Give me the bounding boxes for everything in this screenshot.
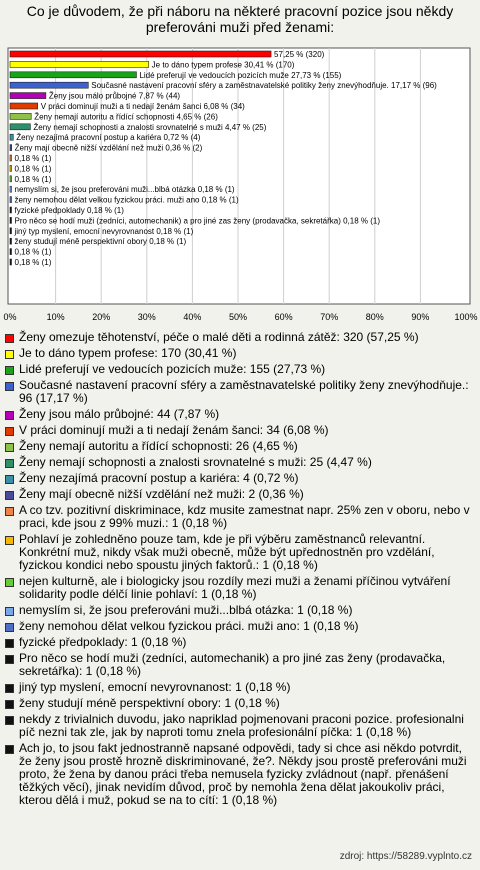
bar-label: 0,18 % (1) xyxy=(14,258,52,267)
legend-label: Lidé preferují ve vedoucích pozicích muže: 155 (27,73 %) xyxy=(19,362,326,376)
bar-label: 0,18 % (1) xyxy=(14,154,52,163)
legend-label: Ženy nezajímá pracovní postup a kariéra: 4 (0,72 %) xyxy=(19,471,299,485)
legend-item xyxy=(5,575,471,601)
bar-label: Je to dáno typem profese 30,41 % (170) xyxy=(151,60,295,70)
bar xyxy=(10,259,12,265)
legend-item xyxy=(5,504,471,530)
legend-item xyxy=(5,363,471,376)
bar-label: fyzické předpoklady 0,18 % (1) xyxy=(14,206,124,215)
legend-item xyxy=(5,697,471,710)
bar xyxy=(10,228,12,234)
bar xyxy=(10,61,149,67)
bar xyxy=(10,103,38,109)
bar-label: 0,18 % (1) xyxy=(14,164,52,174)
bar-label: Pro něco se hodí muži (zedníci, automechanik) a pro jiné zas ženy (prodavačka, sekretářka) 0,18 % (1) xyxy=(14,216,381,226)
bar-chart xyxy=(0,0,480,335)
bar xyxy=(10,238,12,244)
legend-item xyxy=(5,636,471,649)
legend-label: ženy studují méně perspektivní obory: 1 (0,18 %) xyxy=(19,696,280,710)
legend-item xyxy=(5,331,471,344)
bar-label: nemyslím si, že jsou preferováni muži...blbá otázka 0,18 % (1) xyxy=(14,185,235,195)
legend-item xyxy=(5,408,471,421)
legend-swatch xyxy=(5,334,14,343)
legend-label: jiný typ myslení, emocní nevyrovnanost: 1 (0,18 %) xyxy=(19,680,291,694)
legend-swatch xyxy=(5,350,14,359)
legend-swatch xyxy=(5,491,14,500)
bar xyxy=(10,186,12,192)
bar xyxy=(10,155,12,161)
legend-label: Ženy jsou málo průbojné: 44 (7,87 %) xyxy=(19,407,220,421)
legend-label: Ženy mají obecně nižší vzdělání než muži: 2 (0,36 %) xyxy=(19,487,304,501)
legend-swatch xyxy=(5,716,14,725)
legend-item xyxy=(5,742,471,807)
bar-label: Ženy nemají schopnosti a znalosti srovnatelné s muži 4,47 % (25) xyxy=(33,122,267,132)
legend-swatch xyxy=(5,475,14,484)
x-axis-ticks xyxy=(3,312,477,322)
bar-label: 0,18 % (1) xyxy=(14,247,52,257)
x-tick-label: 30% xyxy=(137,312,156,322)
legend-label: nemyslím si, že jsou preferováni muži...blbá otázka: 1 (0,18 %) xyxy=(19,603,353,617)
legend-item xyxy=(5,488,471,501)
legend-swatch xyxy=(5,382,14,391)
x-tick-label: 40% xyxy=(183,312,202,322)
legend-label: V práci dominují muži a ti nedají ženám šanci: 34 (6,08 %) xyxy=(19,423,329,437)
legend-label: Ženy nemají autoritu a řídící schopnosti: 26 (4,65 %) xyxy=(19,439,298,453)
bar xyxy=(10,113,31,119)
legend-label: ženy nemohou dělat velkou fyzickou práci. muži ano: 1 (0,18 %) xyxy=(19,619,359,633)
bar-label: Ženy nezajímá pracovní postup a kariéra 0,72 % (4) xyxy=(16,133,201,143)
x-tick-label: 100% xyxy=(454,312,478,322)
x-tick-label: 10% xyxy=(46,312,65,322)
bar xyxy=(10,217,12,223)
legend-swatch xyxy=(5,459,14,468)
legend xyxy=(5,331,471,810)
legend-label: Ach jo, to jsou fakt jednostranně napsané odpovědi, tady si chce asi někdo potvrdit, že ženy jsou prostě hrozně diskriminované, že?. Někdy jsou prostě preferováni muži proto, že žena by danou práci třeba nemusela fyzicky zvládnout (např. přenášení těžkých věcí), jinak nevidím důvod, proč by nemohla žena dělat jakoukoliv práci, kterou dělá i muž, pokud se na to cítí: 1 (0,18 %) xyxy=(19,741,467,807)
bar-label: 0,18 % (1) xyxy=(14,174,52,184)
legend-label: Pro něco se hodí muži (zedníci, automechanik) a pro jiné zas ženy (prodavačka, sekretářka): 1 (0,18 %) xyxy=(19,651,446,678)
bar xyxy=(10,145,12,151)
bar-label: Ženy mají obecně nižší vzdělání než muži 0,36 % (2) xyxy=(14,143,203,153)
legend-swatch xyxy=(5,684,14,693)
x-tick-label: 80% xyxy=(365,312,384,322)
legend-item xyxy=(5,424,471,437)
legend-swatch xyxy=(5,366,14,375)
legend-swatch xyxy=(5,536,14,545)
legend-item xyxy=(5,620,471,633)
bar-label: V práci dominují muži a ti nedají ženám šanci 6,08 % (34) xyxy=(40,102,245,111)
bar xyxy=(10,197,12,203)
source-link[interactable]: zdroj: https://58289.vyplnto.cz xyxy=(339,851,472,862)
legend-item xyxy=(5,440,471,453)
legend-item xyxy=(5,347,471,360)
legend-swatch xyxy=(5,578,14,587)
legend-label: fyzické předpoklady: 1 (0,18 %) xyxy=(19,635,187,649)
legend-item xyxy=(5,456,471,469)
legend-label: Současné nastavení pracovní sféry a zaměstnavatelské politiky ženy znevýhodňuje.: 96 (17,17 %) xyxy=(19,378,469,405)
bar-label: 57,25 % (320) xyxy=(274,50,325,59)
legend-item xyxy=(5,652,471,678)
legend-label: nekdy z trivialnich duvodu, jako napriklad pojmenovani praconi pozice. profesionalni píč nezni tak zle, jak by naproti tomu znela profesionální píčka: 1 (0,18 %) xyxy=(19,712,464,739)
legend-label: Ženy nemají schopnosti a znalosti srovnatelné s muži: 25 (4,47 %) xyxy=(19,455,372,469)
legend-swatch xyxy=(5,507,14,516)
legend-swatch xyxy=(5,655,14,664)
legend-label: nejen kulturně, ale i biologicky jsou rozdíly mezi muži a ženami příčinou vytváření solidarity podle délčí linie pohlaví: 1 (0,18 %) xyxy=(19,574,451,601)
x-tick-label: 0% xyxy=(3,312,17,322)
bar-label: ženy studují méně perspektivní obory 0,18 % (1) xyxy=(14,237,187,247)
legend-item xyxy=(5,681,471,694)
legend-label: A co tzv. pozitivní diskriminace, kdz musite zamestnat napr. 25% zen v oboru, nebo v praci, kde jsou z 99% muzi.: 1 (0,18 %) xyxy=(19,503,470,530)
legend-item xyxy=(5,533,471,572)
bar-label: Ženy jsou málo průbojné 7,87 % (44) xyxy=(48,91,181,101)
legend-item xyxy=(5,472,471,485)
x-tick-label: 70% xyxy=(320,312,339,322)
legend-swatch xyxy=(5,745,14,754)
bar xyxy=(10,72,136,78)
legend-item xyxy=(5,713,471,739)
bar-label: jiný typ myslení, emocní nevyrovnanost 0,18 % (1) xyxy=(14,226,194,236)
x-tick-label: 50% xyxy=(228,312,248,322)
x-tick-label: 90% xyxy=(411,312,430,322)
legend-label: Pohlaví je zohledněno pouze tam, kde je při výběru zaměstnanců relevantní. Konkrétní muž, nikdy však muži obecně, může být upřednostněn pro vzdělání, fyzickou kondici nebo spoustu jiných faktorů.: 1 (0,18 %) xyxy=(19,532,435,572)
bar xyxy=(10,207,12,213)
legend-swatch xyxy=(5,427,14,436)
bar-label: ženy nemohou dělat velkou fyzickou práci. muži ano 0,18 % (1) xyxy=(14,195,239,205)
legend-swatch xyxy=(5,411,14,420)
legend-swatch xyxy=(5,443,14,452)
legend-swatch xyxy=(5,623,14,632)
legend-item xyxy=(5,604,471,617)
bar-label: Lidé preferují ve vedoucích pozicích muže 27,73 % (155) xyxy=(139,70,342,80)
legend-swatch xyxy=(5,700,14,709)
x-tick-label: 60% xyxy=(274,312,293,322)
legend-swatch xyxy=(5,639,14,648)
bar xyxy=(10,124,30,130)
bar xyxy=(10,249,12,255)
legend-label: Je to dáno typem profese: 170 (30,41 %) xyxy=(19,346,237,360)
bar xyxy=(10,165,12,171)
legend-swatch xyxy=(5,607,14,616)
bar xyxy=(10,51,271,57)
x-tick-label: 20% xyxy=(92,312,111,322)
bar xyxy=(10,93,46,99)
bar-label: Ženy nemají autoritu a řídící schopnosti 4,65 % (26) xyxy=(34,112,218,122)
bar xyxy=(10,176,12,182)
legend-label: Ženy omezuje těhotenství, péče o malé děti a rodinná zátěž: 320 (57,25 %) xyxy=(19,330,419,344)
bar-label: Současné nastavení pracovní sféry a zaměstnavatelské politiky ženy znevýhodňuje. 17,17 % (96) xyxy=(91,81,437,91)
legend-item xyxy=(5,379,471,405)
bar xyxy=(10,82,88,88)
bar xyxy=(10,134,13,140)
chart-title: Co je důvodem, že při náboru na některé pracovní pozice jsou někdy preferováni muži před ženami: xyxy=(26,3,454,35)
